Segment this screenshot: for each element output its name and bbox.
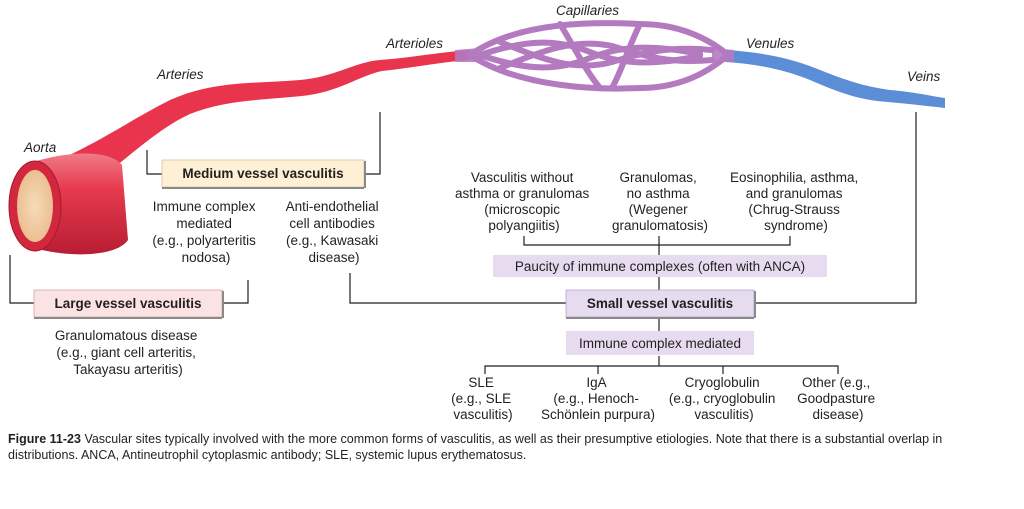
svg-text:Anti-endothelial cell an: [286, 199, 383, 265]
small-vessel-bottom-groups: [451, 375, 879, 422]
desc-line: (Chrug-Strauss: [748, 202, 840, 217]
large-vessel-title: Large vessel vasculitis: [54, 296, 202, 311]
desc-line: Cryoglobulin: [684, 375, 760, 390]
svg-text:Immune complex mediated: [152, 199, 259, 265]
desc-line: (Wegener: [628, 202, 688, 217]
desc-line: (e.g., giant cell arteritis,: [56, 345, 196, 360]
desc-line: granulomatosis): [611, 218, 709, 233]
desc-line: no asthma: [626, 186, 690, 201]
vessel-labels: [23, 3, 941, 155]
desc-line: vasculitis): [694, 407, 754, 422]
svg-text:Eosinophilia, asthma, an: [730, 170, 862, 233]
desc-line: IgA: [586, 375, 606, 390]
aorta-cylinder: [9, 153, 128, 254]
desc-line: (e.g., Kawasaki: [285, 233, 379, 248]
label-veins: Veins: [907, 69, 941, 84]
label-arteries: Arteries: [157, 67, 204, 82]
desc-line: (e.g., cryoglobulin: [668, 391, 776, 406]
desc-line: disease): [308, 250, 360, 265]
medium-vessel-immune-desc: [152, 199, 259, 265]
desc-line: (microscopic: [484, 202, 560, 217]
figure-number: Figure 11-23: [8, 432, 81, 446]
desc-line: asthma or granulomas: [454, 186, 590, 201]
medium-vessel-title: Medium vessel vasculitis: [182, 166, 344, 181]
label-aorta: Aorta: [24, 140, 57, 155]
svg-text:Other (e.g., Goodpasture: [797, 375, 879, 422]
svg-text:Cryoglobulin (e.g., cryo: [669, 375, 779, 422]
small-vessel-title: Small vessel vasculitis: [586, 296, 734, 311]
desc-line: Granulomatous disease: [54, 328, 198, 343]
desc-line: Goodpasture: [797, 391, 876, 406]
desc-line: Other (e.g.,: [801, 375, 871, 390]
desc-line: cell antibodies: [289, 216, 375, 231]
small-vessel-top-groups: [455, 170, 862, 233]
svg-text:IgA (e.g., Henoch-: [541, 375, 655, 422]
desc-line: Schönlein purpura): [540, 407, 656, 422]
paucity-box: [493, 255, 827, 277]
large-vessel-desc: [55, 328, 201, 377]
svg-text:Granulomas, no asthma: [612, 170, 708, 233]
desc-line: Immune complex: [152, 199, 256, 214]
medium-vessel-box: [162, 160, 365, 188]
desc-line: and granulomas: [745, 186, 843, 201]
desc-line: Vasculitis without: [470, 170, 574, 185]
desc-line: Takayasu arteritis): [73, 362, 183, 377]
desc-line: Anti-endothelial: [285, 199, 379, 214]
desc-line: disease): [812, 407, 864, 422]
figure-caption: [8, 431, 1013, 463]
desc-line: SLE: [468, 375, 494, 390]
desc-line: polyangiitis): [488, 218, 560, 233]
desc-line: syndrome): [764, 218, 828, 233]
large-vessel-box: [34, 290, 223, 318]
label-arterioles: Arterioles: [386, 36, 444, 51]
desc-line: mediated: [176, 216, 232, 231]
caption-text: Vascular sites typically involved with the more common forms of vasculitis, as well as their presumptive etiologies. Note that there is a substantial overlap in distributions. ANCA, Antineutrophil cytoplasmic antibody; SLE, systemic lupus erythematosus.: [8, 432, 943, 462]
medium-vessel-antibody-desc: [286, 199, 383, 265]
desc-line: vasculitis): [453, 407, 513, 422]
immune-complex-box: [566, 331, 754, 355]
desc-line: Granulomas,: [619, 170, 697, 185]
label-venules: Venules: [746, 36, 795, 51]
desc-line: (e.g., polyarteritis: [152, 233, 256, 248]
desc-line: nodosa): [181, 250, 231, 265]
label-capillaries: Capillaries: [556, 3, 620, 18]
immune-complex-label: Immune complex mediated: [578, 336, 742, 351]
desc-line: (e.g., Henoch-: [553, 391, 639, 406]
svg-text:SLE (e.g., SLE vas: [451, 375, 515, 422]
desc-line: Eosinophilia, asthma,: [729, 170, 859, 185]
svg-text:Granulomatous disease (e: [55, 328, 201, 377]
svg-text:Vasculitis without asthm: [455, 170, 593, 233]
small-vessel-box: [566, 290, 755, 318]
capillary-network: [470, 23, 728, 88]
desc-line: (e.g., SLE: [451, 391, 512, 406]
paucity-label: Paucity of immune complexes (often with ANCA): [514, 259, 806, 274]
